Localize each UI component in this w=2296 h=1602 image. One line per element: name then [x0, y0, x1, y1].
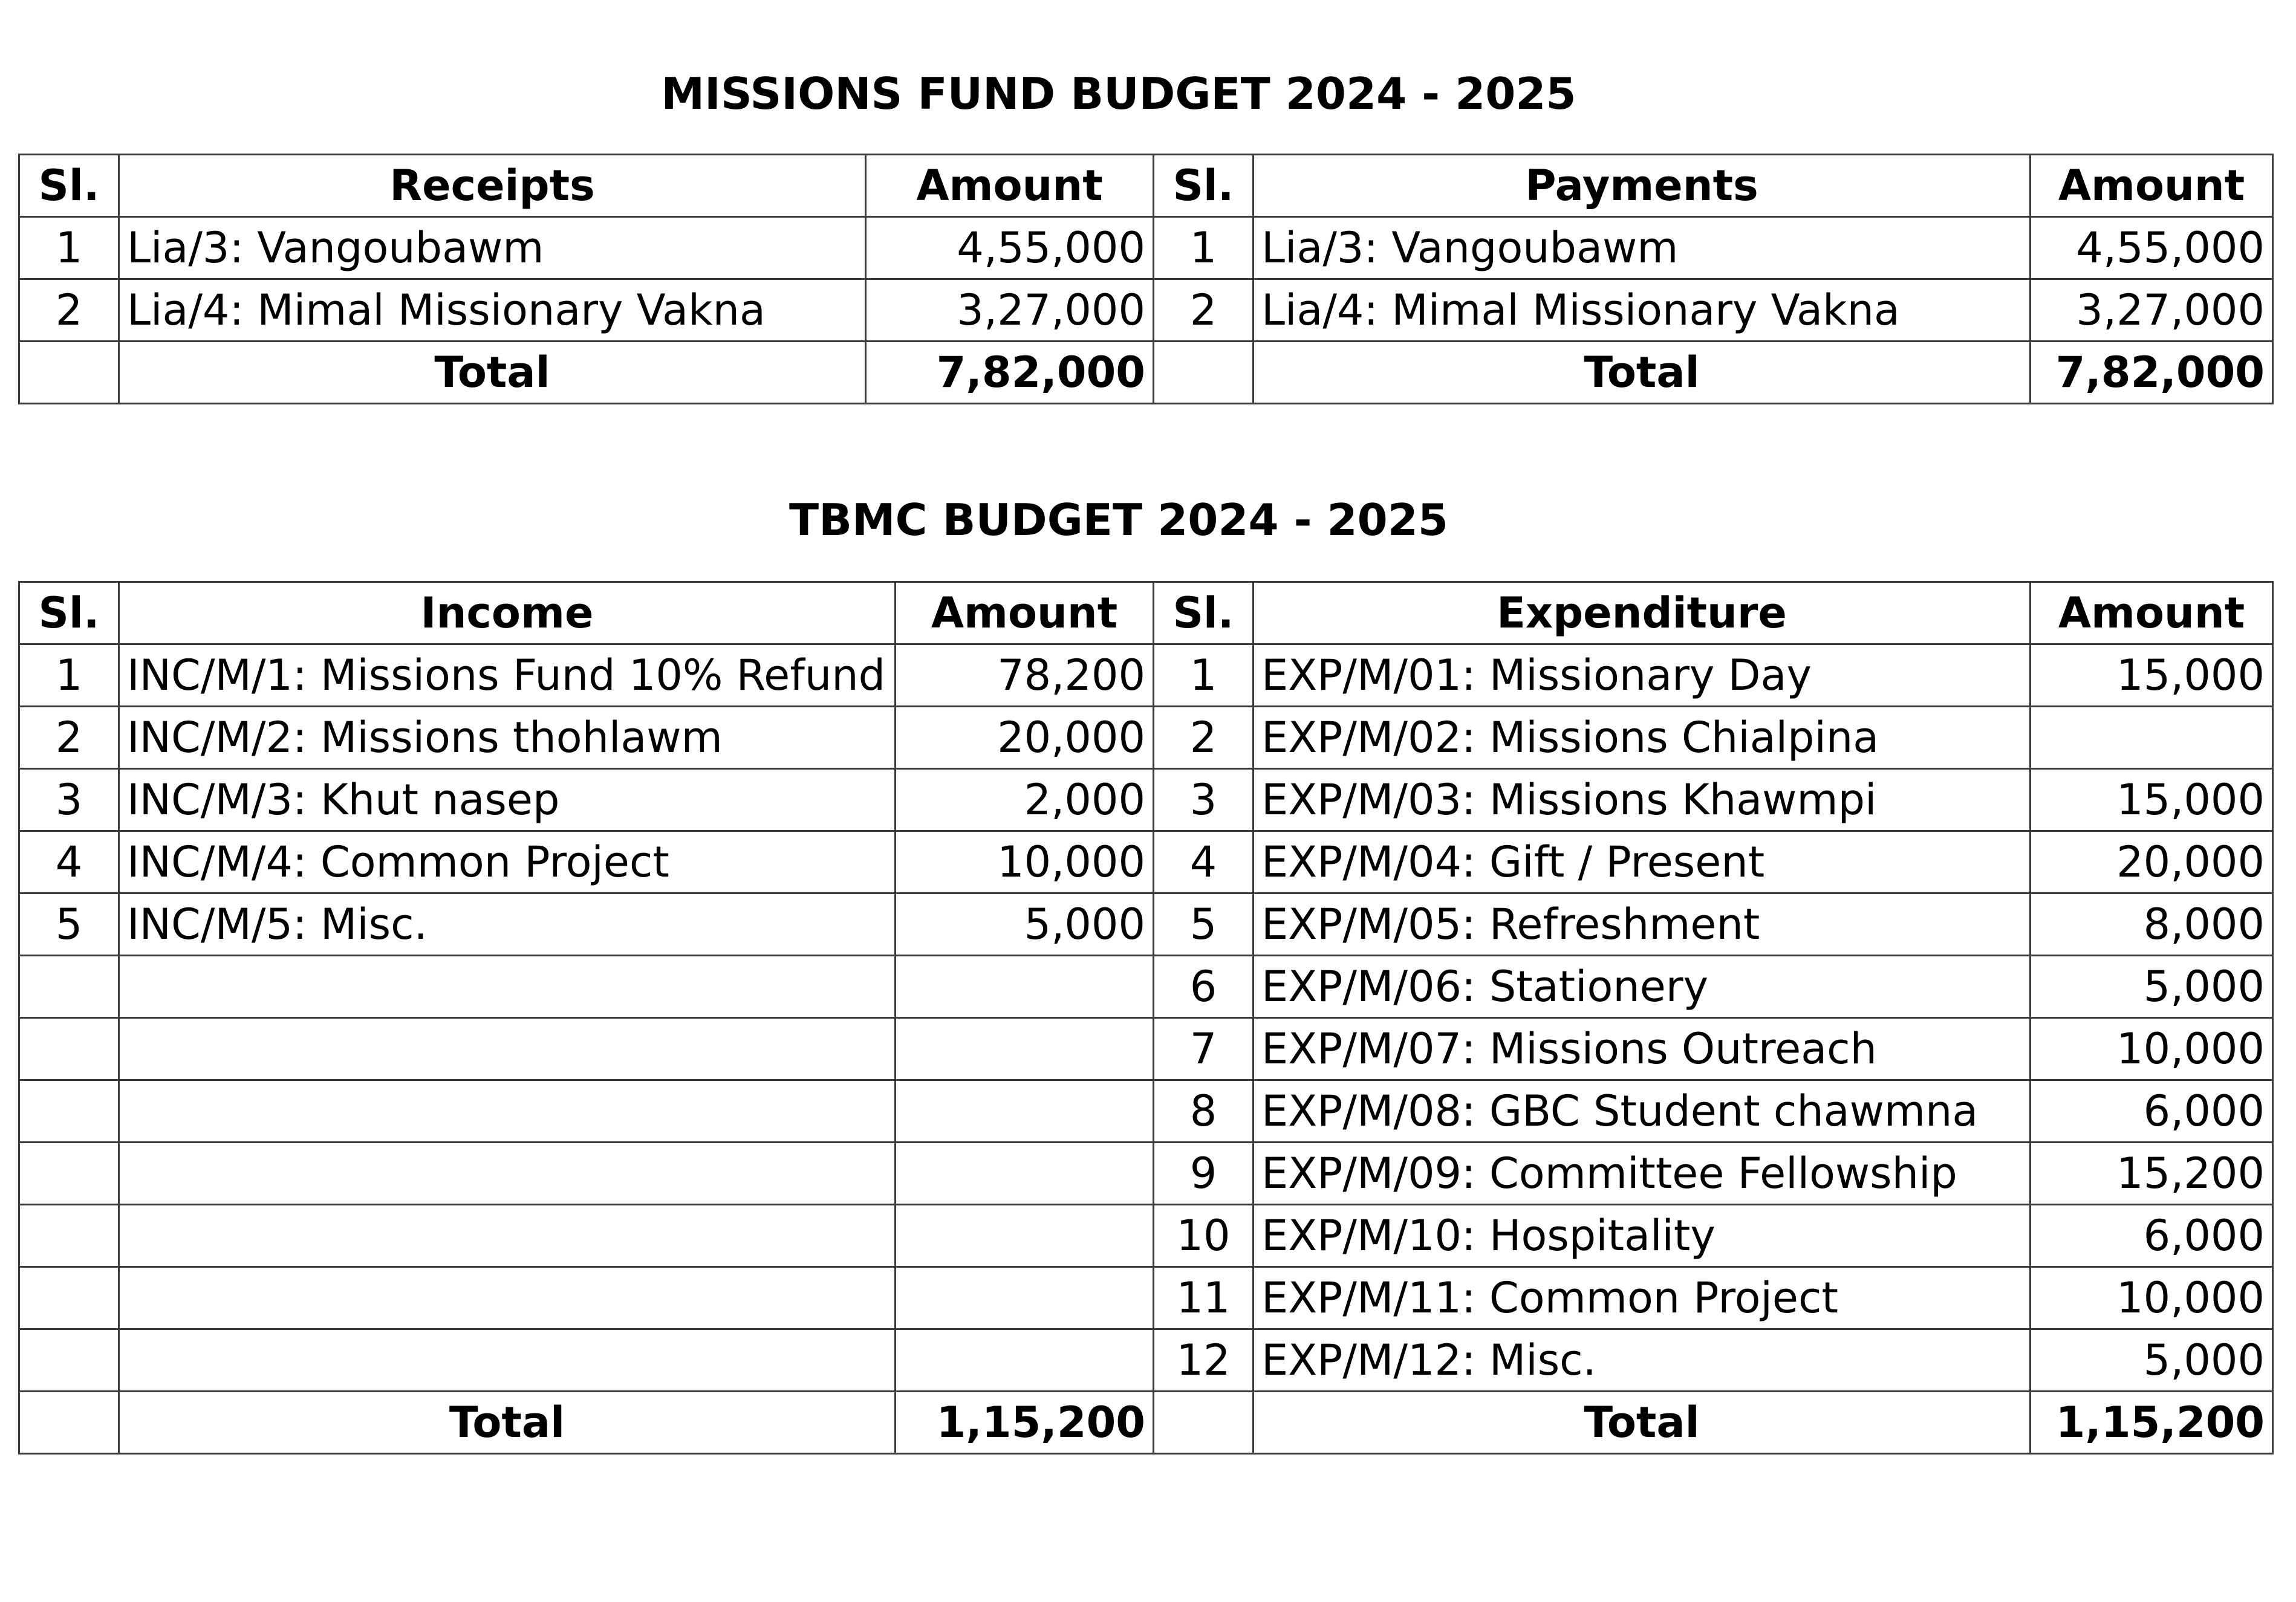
row-sl-right: 6: [1154, 956, 1254, 1018]
row-description-left: Lia/4: Mimal Missionary Vakna: [119, 279, 866, 342]
row-description-right: Lia/4: Mimal Missionary Vakna: [1254, 279, 2031, 342]
row-description-right: EXP/M/04: Gift / Present: [1254, 831, 2031, 893]
row-amount-left: [896, 1080, 1154, 1143]
total-receipts-amount: 7,82,000: [866, 342, 1154, 404]
table-row: [19, 831, 2273, 893]
row-amount-right: 5,000: [2031, 956, 2273, 1018]
row-amount-right: 6,000: [2031, 1205, 2273, 1267]
table-row: [19, 279, 2273, 342]
row-sl-right: 1: [1154, 217, 1254, 279]
header-sl: Sl.: [1154, 582, 1254, 644]
header-income: Income: [119, 582, 896, 644]
row-sl-left: [19, 1329, 119, 1392]
table-header-row: [19, 155, 2273, 217]
header-sl: Sl.: [1154, 155, 1254, 217]
row-amount-right: 15,000: [2031, 769, 2273, 831]
row-sl-right: 11: [1154, 1267, 1254, 1329]
row-amount-right: 15,200: [2031, 1143, 2273, 1205]
row-sl-right: 12: [1154, 1329, 1254, 1392]
row-sl-left: [19, 1205, 119, 1267]
row-description-left: [119, 1329, 896, 1392]
row-sl-right: 10: [1154, 1205, 1254, 1267]
row-sl-left: 2: [19, 707, 119, 769]
row-description-left: [119, 1205, 896, 1267]
row-description-right: EXP/M/01: Missionary Day: [1254, 644, 2031, 707]
table-row: [19, 1143, 2273, 1205]
row-amount-left: 20,000: [896, 707, 1154, 769]
row-description-left: INC/M/3: Khut nasep: [119, 769, 896, 831]
row-amount-right: 3,27,000: [2031, 279, 2273, 342]
row-amount-left: 3,27,000: [866, 279, 1154, 342]
row-description-right: EXP/M/06: Stationery: [1254, 956, 2031, 1018]
row-description-left: [119, 956, 896, 1018]
row-amount-left: 4,55,000: [866, 217, 1154, 279]
missions-fund-body: [19, 217, 2273, 342]
row-sl-right: 4: [1154, 831, 1254, 893]
row-sl-right: 9: [1154, 1143, 1254, 1205]
row-amount-left: [896, 1329, 1154, 1392]
table-row: [19, 1205, 2273, 1267]
row-amount-right: 10,000: [2031, 1267, 2273, 1329]
table-row: [19, 769, 2273, 831]
total-expenditure-amount: 1,15,200: [2031, 1392, 2273, 1454]
header-payments: Payments: [1254, 155, 2031, 217]
row-description-right: EXP/M/09: Committee Fellowship: [1254, 1143, 2031, 1205]
header-expenditure: Expenditure: [1254, 582, 2031, 644]
row-description-right: EXP/M/05: Refreshment: [1254, 893, 2031, 956]
table-header-row: [19, 582, 2273, 644]
row-amount-right: [2031, 707, 2273, 769]
row-amount-left: [896, 1018, 1154, 1080]
total-income-amount: 1,15,200: [896, 1392, 1154, 1454]
table-row: [19, 956, 2273, 1018]
tbmc-table: [18, 581, 2274, 1454]
row-description-left: Lia/3: Vangoubawm: [119, 217, 866, 279]
tbmc-title: TBMC BUDGET 2024 - 2025: [789, 495, 1448, 545]
row-amount-left: [896, 1143, 1154, 1205]
row-description-left: INC/M/1: Missions Fund 10% Refund: [119, 644, 896, 707]
row-sl-left: 4: [19, 831, 119, 893]
row-sl-left: [19, 1018, 119, 1080]
row-description-right: EXP/M/07: Missions Outreach: [1254, 1018, 2031, 1080]
row-amount-left: [896, 1267, 1154, 1329]
row-description-right: EXP/M/10: Hospitality: [1254, 1205, 2031, 1267]
missions-fund-table: [18, 154, 2274, 404]
header-sl: Sl.: [19, 155, 119, 217]
row-sl-left: [19, 1080, 119, 1143]
table-row: [19, 1329, 2273, 1392]
table-row: [19, 707, 2273, 769]
table-row: [19, 1267, 2273, 1329]
row-description-left: [119, 1143, 896, 1205]
total-label: Total: [1254, 1392, 2031, 1454]
row-sl-right: 3: [1154, 769, 1254, 831]
total-label: Total: [119, 342, 866, 404]
row-sl-right: 5: [1154, 893, 1254, 956]
row-description-left: INC/M/5: Misc.: [119, 893, 896, 956]
total-label: Total: [1254, 342, 2031, 404]
row-amount-left: [896, 1205, 1154, 1267]
header-receipts: Receipts: [119, 155, 866, 217]
table-row: [19, 217, 2273, 279]
total-row: [19, 1392, 2273, 1454]
row-description-right: Lia/3: Vangoubawm: [1254, 217, 2031, 279]
row-sl-left: [19, 1267, 119, 1329]
table-row: [19, 893, 2273, 956]
row-sl-right: 8: [1154, 1080, 1254, 1143]
header-sl: Sl.: [19, 582, 119, 644]
row-sl-left: [19, 956, 119, 1018]
row-amount-right: 8,000: [2031, 893, 2273, 956]
header-amount: Amount: [2031, 582, 2273, 644]
total-row: [19, 342, 2273, 404]
row-amount-left: 5,000: [896, 893, 1154, 956]
total-sl-cell: [1154, 342, 1254, 404]
row-amount-right: 20,000: [2031, 831, 2273, 893]
total-sl-cell: [19, 1392, 119, 1454]
row-sl-right: 2: [1154, 279, 1254, 342]
row-description-right: EXP/M/02: Missions Chialpina: [1254, 707, 2031, 769]
row-amount-left: 78,200: [896, 644, 1154, 707]
table-row: [19, 1080, 2273, 1143]
row-amount-right: 4,55,000: [2031, 217, 2273, 279]
row-amount-left: [896, 956, 1154, 1018]
header-amount: Amount: [896, 582, 1154, 644]
total-sl-cell: [19, 342, 119, 404]
header-amount: Amount: [866, 155, 1154, 217]
row-amount-left: 10,000: [896, 831, 1154, 893]
row-amount-right: 15,000: [2031, 644, 2273, 707]
tbmc-body: [19, 644, 2273, 1392]
row-description-right: EXP/M/12: Misc.: [1254, 1329, 2031, 1392]
header-amount: Amount: [2031, 155, 2273, 217]
total-label: Total: [119, 1392, 896, 1454]
row-sl-left: 1: [19, 217, 119, 279]
row-amount-right: 5,000: [2031, 1329, 2273, 1392]
row-description-left: INC/M/2: Missions thohlawm: [119, 707, 896, 769]
row-sl-left: 2: [19, 279, 119, 342]
total-payments-amount: 7,82,000: [2031, 342, 2273, 404]
row-sl-left: 3: [19, 769, 119, 831]
table-row: [19, 644, 2273, 707]
row-amount-left: 2,000: [896, 769, 1154, 831]
row-description-right: EXP/M/08: GBC Student chawmna: [1254, 1080, 2031, 1143]
row-description-left: [119, 1267, 896, 1329]
row-sl-left: 5: [19, 893, 119, 956]
table-row: [19, 1018, 2273, 1080]
row-description-right: EXP/M/03: Missions Khawmpi: [1254, 769, 2031, 831]
missions-fund-title: MISSIONS FUND BUDGET 2024 - 2025: [661, 68, 1576, 119]
row-sl-right: 7: [1154, 1018, 1254, 1080]
row-amount-right: 6,000: [2031, 1080, 2273, 1143]
row-sl-right: 1: [1154, 644, 1254, 707]
row-sl-right: 2: [1154, 707, 1254, 769]
total-sl-cell: [1154, 1392, 1254, 1454]
row-sl-left: 1: [19, 644, 119, 707]
row-description-left: [119, 1018, 896, 1080]
row-sl-left: [19, 1143, 119, 1205]
row-amount-right: 10,000: [2031, 1018, 2273, 1080]
row-description-left: [119, 1080, 896, 1143]
row-description-right: EXP/M/11: Common Project: [1254, 1267, 2031, 1329]
row-description-left: INC/M/4: Common Project: [119, 831, 896, 893]
